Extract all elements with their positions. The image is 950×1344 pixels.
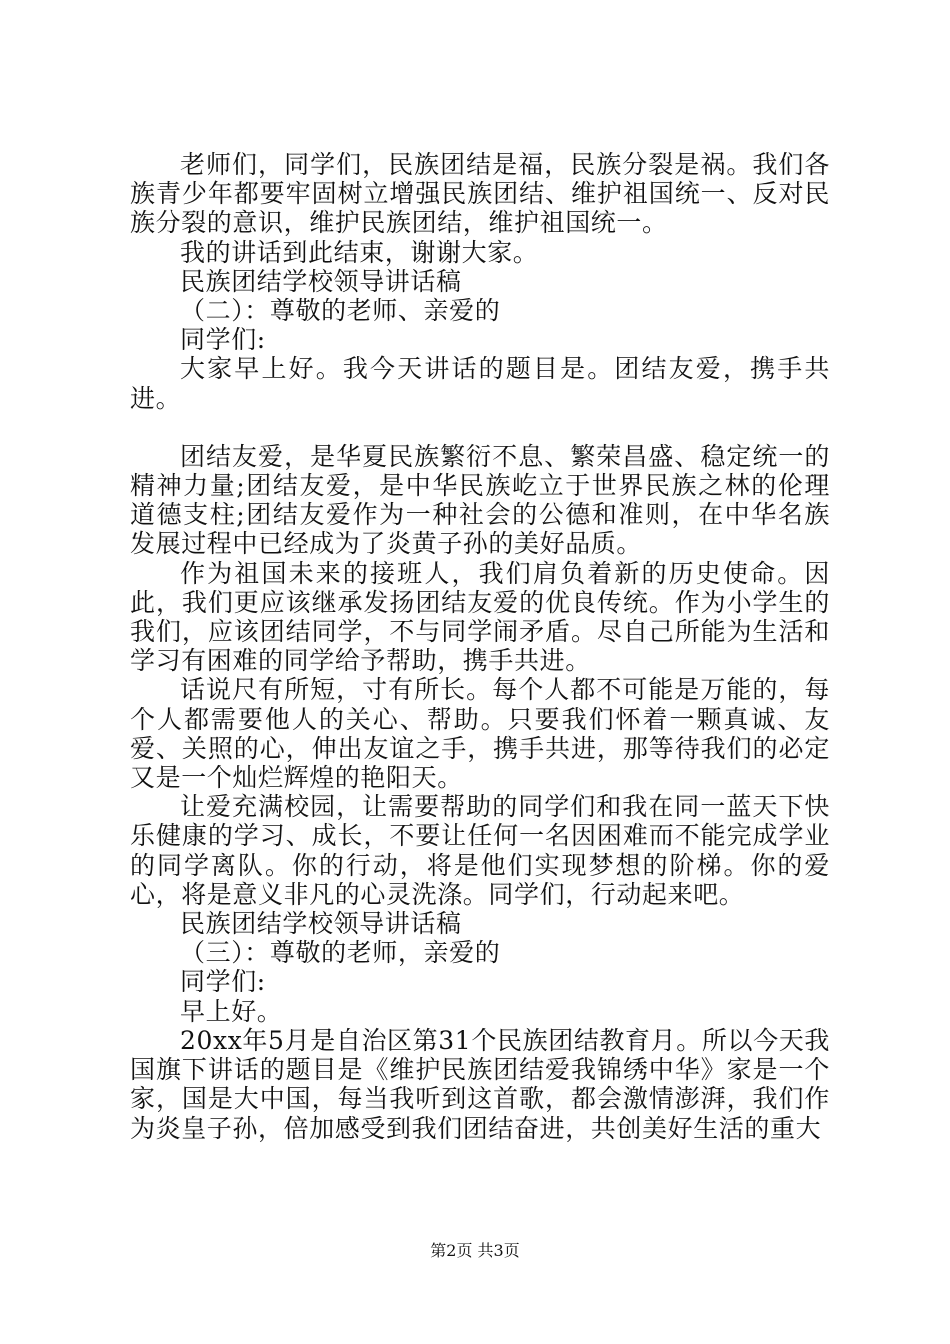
paragraph-mission: 作为祖国未来的接班人，我们肩负着新的历史使命。因此，我们更应该继承发扬团结友爱的优良传统。作为小学生的我们，应该团结同学，不与同学闹矛盾。尽自己所能为生活和学习有困难的同学给予帮助，携手共进。 [130, 558, 830, 676]
paragraph-love-campus: 让爱充满校园，让需要帮助的同学们和我在同一蓝天下快乐健康的学习、成长，不要让任何一名因困难而不能完成学业的同学离队。你的行动，将是他们实现梦想的阶梯。你的爱心，将是意义非凡的心灵洗涤。同学们，行动起来吧。 [130, 792, 830, 909]
paragraph-help-each-other: 话说尺有所短，寸有所长。每个人都不可能是万能的，每个人都需要他人的关心、帮助。只要我们怀着一颗真诚、友爱、关照的心，伸出友谊之手，携手共进，那等待我们的必定又是一个灿烂辉煌的艳阳天。 [130, 675, 830, 793]
section-salutation-2: （二）：尊敬的老师、亲爱的 [180, 296, 501, 326]
salutation-students-3: 同学们: [180, 967, 266, 997]
blank-line [130, 413, 830, 442]
paragraph-greeting-3: 早上好。 [180, 996, 283, 1026]
page-number-footer: 第2页 共3页 [430, 1241, 520, 1260]
document-body [130, 150, 830, 1143]
section-salutation-3: （三）：尊敬的老师，亲爱的 [180, 938, 501, 968]
paragraph-unity-spirit: 团结友爱，是华夏民族繁衍不息、繁荣昌盛、稳定统一的精神力量;团结友爱，是中华民族屹立于世界民族之林的伦理道德支柱;团结友爱作为一种社会的公德和准则，在中华名族发展过程中已经成为了炎黄子孙的美好品质。 [130, 441, 830, 559]
paragraph-closing-appeal: 老师们，同学们，民族团结是福，民族分裂是祸。我们各族青少年都要牢固树立增强民族团结、维护祖国统一、反对民族分裂的意识，维护民族团结，维护祖国统一。 [130, 150, 830, 238]
salutation-students-2: 同学们: [180, 325, 266, 355]
section-title-3: 民族团结学校领导讲话稿 [180, 909, 462, 939]
paragraph-greeting-2: 大家早上好。我今天讲话的题目是。团结友爱，携手共进。 [130, 354, 830, 413]
paragraph-education-month: 20xx年5月是自治区第31个民族团结教育月。所以今天我国旗下讲话的题目是《维护民族团结爱我锦绣中华》家是一个家，国是大中国，每当我听到这首歌，都会激情澎湃，我们作为炎皇子孙，倍加感受到我们团结奋进，共创美好生活的重大 [130, 1025, 830, 1143]
section-title-2: 民族团结学校领导讲话稿 [180, 266, 462, 296]
paragraph-thanks: 我的讲话到此结束，谢谢大家。 [180, 237, 539, 267]
